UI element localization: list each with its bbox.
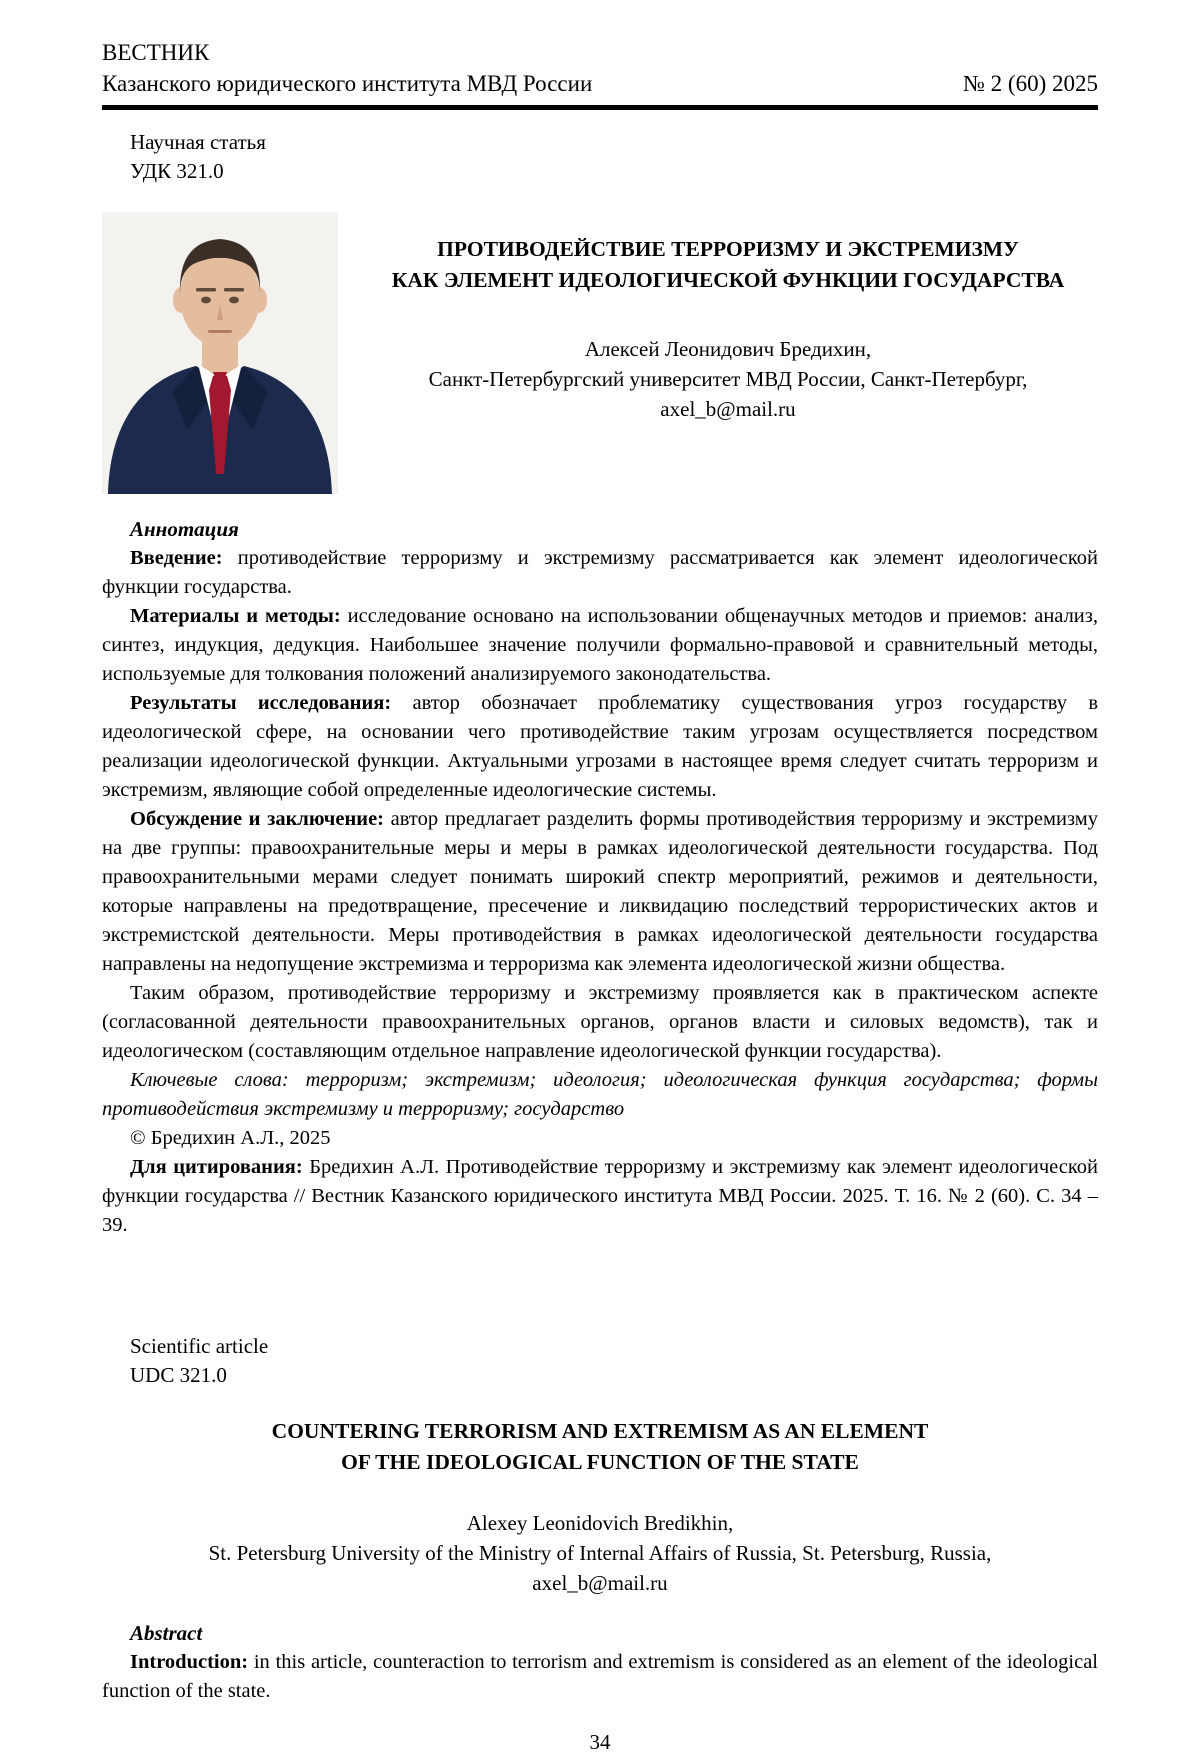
paragraph-label: Обсуждение и заключение: bbox=[130, 808, 385, 830]
paragraph-text: Таким образом, противодействие терроризму и экстремизму проявляется как в практическом аспекте (согласованной деятельности правоохранительных органов, органов власти и силовых ведомств), так и идеологическом (составляющим отдельное направление идеологической функции государства). bbox=[102, 982, 1098, 1062]
author-affiliation-ru: Санкт-Петербургский университет МВД России, Санкт-Петербург, bbox=[428, 367, 1028, 391]
citation-label: Для цитирования: bbox=[130, 1156, 303, 1178]
article-title-en bbox=[102, 1416, 1098, 1478]
keywords-line bbox=[102, 1066, 1098, 1124]
udc-en: UDC 321.0 bbox=[130, 1363, 227, 1387]
udc-ru: УДК 321.0 bbox=[130, 159, 224, 183]
abstract-heading-ru: Аннотация bbox=[130, 517, 239, 541]
author-photo bbox=[102, 212, 338, 494]
paragraph-label: Результаты исследования: bbox=[130, 692, 392, 714]
journal-header bbox=[102, 38, 1098, 110]
author-block-ru bbox=[358, 334, 1098, 424]
paragraph-label: Introduction: bbox=[130, 1651, 249, 1673]
abstract-paragraph-introduction-ru bbox=[102, 544, 1098, 602]
article-type-en: Scientific article bbox=[130, 1334, 269, 1358]
article-title-ru-line2: КАК ЭЛЕМЕНТ ИДЕОЛОГИЧЕСКОЙ ФУНКЦИИ ГОСУДАРСТВА bbox=[391, 268, 1065, 292]
article-type-ru: Научная статья bbox=[130, 130, 266, 154]
author-name-ru: Алексей Леонидович Бредихин, bbox=[584, 337, 872, 361]
paragraph-text: in this article, counteraction to terrorism and extremism is considered as an element of the ideological function of the state. bbox=[102, 1651, 1098, 1702]
paragraph-label: Введение: bbox=[130, 547, 223, 569]
article-meta-ru bbox=[102, 128, 1098, 186]
abstract-paragraph-results-ru bbox=[102, 689, 1098, 805]
author-email-en: axel_b@mail.ru bbox=[532, 1571, 668, 1595]
title-block-ru bbox=[102, 212, 1098, 494]
header-rule bbox=[102, 105, 1098, 110]
author-block-en bbox=[102, 1508, 1098, 1598]
article-meta-en bbox=[102, 1332, 1098, 1390]
journal-title: ВЕСТНИК bbox=[102, 40, 210, 65]
citation-line bbox=[102, 1153, 1098, 1240]
page-number: 34 bbox=[589, 1730, 611, 1754]
author-email-ru: axel_b@mail.ru bbox=[660, 397, 796, 421]
paragraph-text: исследование основано на использовании общенаучных методов и приемов: анализ, синтез, индукция, дедукция. Наибольшее значение получили формально-правовой и сравнительный методы, используемые для толкования положений анализируемого законодательства. bbox=[102, 605, 1098, 685]
keywords-text: терроризм; экстремизм; идеология; идеологическая функция государства; формы противодействия экстремизму и терроризму; государство bbox=[102, 1069, 1098, 1120]
author-affiliation-en: St. Petersburg University of the Ministry of Internal Affairs of Russia, St. Petersburg, Russia, bbox=[208, 1541, 992, 1565]
article-title-ru-line1: ПРОТИВОДЕЙСТВИЕ ТЕРРОРИЗМУ И ЭКСТРЕМИЗМУ bbox=[437, 237, 1019, 261]
copyright-line: © Бредихин А.Л., 2025 bbox=[130, 1127, 331, 1149]
abstract-paragraph-methods-ru bbox=[102, 602, 1098, 689]
paragraph-text: автор обозначает проблематику существования угроз государству в идеологической сфере, на основании чего противодействие таким угрозам осуществляется посредством реализации идеологической функции. Актуальными угрозами в настоящее время следует считать терроризм и экстремизм, являющие собой определенные идеологические системы. bbox=[102, 692, 1098, 801]
paragraph-text: автор предлагает разделить формы противодействия терроризму и экстремизму на две группы: правоохранительные меры и меры в рамках идеологической деятельности государства. Под правоохранительными мерами следует понимать широкий спектр мероприятий, режимов и деятельности, которые направлены на предотвращение, пресечение и ликвидацию последствий террористических актов и экстремистской деятельности. Меры противодействия в рамках идеологической деятельности государства направлены на недопущение экстремизма и терроризма как элемента идеологической жизни общества. bbox=[102, 808, 1099, 975]
article-title-en-line1: COUNTERING TERRORISM AND EXTREMISM AS AN ELEMENT bbox=[271, 1419, 929, 1443]
abstract-section-ru bbox=[102, 514, 1098, 1240]
author-name-en: Alexey Leonidovich Bredikhin, bbox=[466, 1511, 734, 1535]
paragraph-text: противодействие терроризму и экстремизму рассматривается как элемент идеологической функции государства. bbox=[102, 547, 1099, 598]
journal-subtitle: Казанского юридического института МВД России bbox=[102, 71, 593, 96]
abstract-paragraph-conclusion-ru bbox=[102, 979, 1098, 1066]
abstract-heading-en: Abstract bbox=[130, 1621, 203, 1645]
article-title-en-line2: OF THE IDEOLOGICAL FUNCTION OF THE STATE bbox=[341, 1450, 859, 1474]
article-title-ru bbox=[358, 234, 1098, 296]
abstract-section-en bbox=[102, 1618, 1098, 1706]
citation-text: Бредихин А.Л. Противодействие терроризму и экстремизму как элемент идеологической функции государства // Вестник Казанского юридического института МВД России. 2025. Т. 16. № 2 (60). С. 34 – 39. bbox=[102, 1156, 1099, 1236]
keywords-label: Ключевые слова: bbox=[130, 1069, 289, 1091]
paragraph-label: Материалы и методы: bbox=[130, 605, 341, 627]
abstract-paragraph-discussion-ru bbox=[102, 805, 1098, 979]
issue-number: № 2 (60) 2025 bbox=[962, 71, 1098, 96]
abstract-paragraph-introduction-en bbox=[102, 1648, 1098, 1706]
